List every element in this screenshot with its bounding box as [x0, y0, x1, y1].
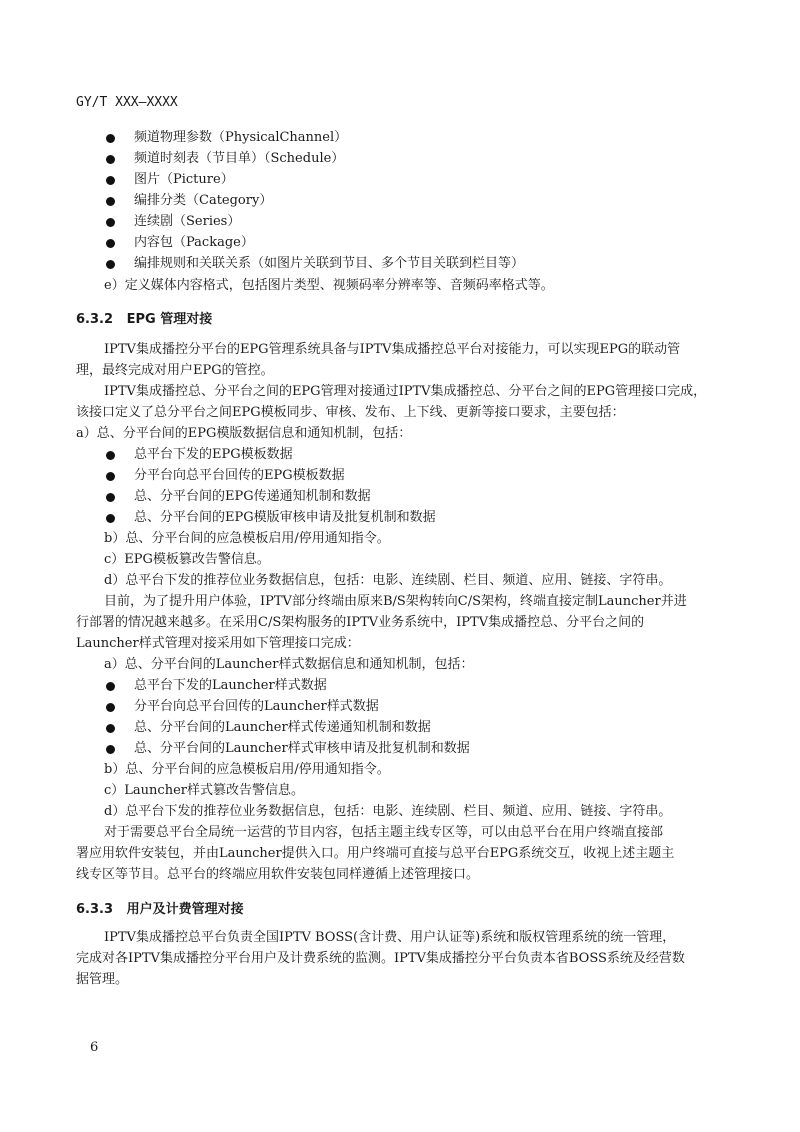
bullet-icon: [106, 197, 115, 206]
list-item-c: c）Launcher样式篡改告警信息。: [104, 783, 304, 798]
list-item: 总、分平台间的EPG模版审核申请及批复机制和数据: [134, 510, 436, 525]
bullet-icon: [106, 724, 115, 733]
section-number: 6.3.3: [76, 902, 114, 917]
list-item-a: a）总、分平台间的EPG模版数据信息和通知机制，包括：: [76, 426, 412, 441]
bullet-icon: [106, 703, 115, 712]
bullet-icon: [106, 451, 115, 460]
list-item: 总平台下发的EPG模板数据: [134, 447, 293, 462]
list-item: 编排规则和关联关系（如图片关联到节目、多个节目关联到栏目等）: [134, 256, 525, 271]
paragraph-line: IPTV集成播控分平台的EPG管理系统具备与IPTV集成播控总平台对接能力，可以实现EPG的联动管: [104, 342, 681, 357]
bullet-icon: [106, 472, 115, 481]
list-item: 总、分平台间的EPG传递通知机制和数据: [134, 489, 371, 504]
section-number: 6.3.2: [76, 312, 114, 327]
list-item: 编排分类（Category）: [134, 193, 273, 208]
bullet-icon: [106, 514, 115, 523]
list-item: 总、分平台间的Launcher样式审核申请及批复机制和数据: [134, 741, 470, 756]
list-item: 频道时刻表（节目单）（Schedule）: [134, 151, 345, 166]
document-code: GY/T XXX—XXXX: [76, 95, 178, 110]
bullet-icon: [106, 176, 115, 185]
paragraph-line: 该接口定义了总分平台之间EPG模板同步、审核、发布、上下线、更新等接口要求，主要包括：: [76, 405, 625, 420]
list-item: 内容包（Package）: [134, 235, 254, 250]
bullet-icon: [106, 260, 115, 269]
paragraph-line: 据管理。: [76, 972, 129, 987]
list-item-a: a）总、分平台间的Launcher样式数据信息和通知机制，包括：: [104, 657, 474, 672]
page-number: 6: [90, 1040, 99, 1055]
list-item: 分平台向总平台回传的EPG模板数据: [134, 468, 345, 483]
paragraph-line: 完成对各IPTV集成播控分平台用户及计费系统的监测。IPTV集成播控分平台负责本省BOSS系统及经营数: [76, 951, 685, 966]
bullet-icon: [106, 155, 115, 164]
paragraph-line: IPTV集成播控总、分平台之间的EPG管理对接通过IPTV集成播控总、分平台之间的EPG管理接口完成，: [104, 384, 707, 399]
paragraph-line: Launcher样式管理对接采用如下管理接口完成：: [76, 636, 360, 651]
section-title: EPG 管理对接: [126, 312, 213, 327]
list-item: 频道物理参数（PhysicalChannel）: [134, 130, 348, 145]
section-title: 用户及计费管理对接: [126, 902, 244, 917]
item-e: e）定义媒体内容格式，包括图片类型、视频码率分辨率等、音频码率格式等。: [104, 278, 554, 293]
bullet-icon: [106, 745, 115, 754]
paragraph-line: 行部署的情况越来越多。在采用C/S架构服务的IPTV业务系统中，IPTV集成播控总、分平台之间的: [76, 615, 645, 630]
list-item: 图片（Picture）: [134, 172, 234, 187]
list-item-c: c）EPG模板篡改告警信息。: [104, 552, 270, 567]
paragraph-line: 署应用软件安装包，并由Launcher提供入口。用户终端可直接与总平台EPG系统交互，收视上述主题主: [76, 846, 675, 861]
bullet-icon: [106, 682, 115, 691]
paragraph-line: IPTV集成播控总平台负责全国IPTV BOSS(含计费、用户认证等)系统和版权管理系统的统一管理，: [104, 930, 676, 945]
section-heading-6-3-3: [76, 898, 244, 917]
bullet-icon: [106, 134, 115, 143]
list-item-d: d）总平台下发的推荐位业务数据信息，包括：电影、连续剧、栏目、频道、应用、链接、字符串。: [104, 804, 672, 819]
list-item-b: b）总、分平台间的应急模板启用/停用通知指令。: [104, 531, 390, 546]
bullet-icon: [106, 493, 115, 502]
section-heading-6-3-2: [76, 308, 212, 327]
paragraph-line: 目前，为了提升用户体验，IPTV部分终端由原来B/S架构转向C/S架构，终端直接定制Launcher并进: [104, 594, 687, 609]
list-item: 分平台向总平台回传的Launcher样式数据: [134, 699, 379, 714]
list-item: 总平台下发的Launcher样式数据: [134, 678, 327, 693]
list-item-d: d）总平台下发的推荐位业务数据信息，包括：电影、连续剧、栏目、频道、应用、链接、字符串。: [104, 573, 672, 588]
list-item-b: b）总、分平台间的应急模板启用/停用通知指令。: [104, 762, 390, 777]
paragraph-line: 理，最终完成对用户EPG的管控。: [76, 363, 274, 378]
bullet-icon: [106, 239, 115, 248]
paragraph-line: 线专区等节目。总平台的终端应用软件安装包同样遵循上述管理接口。: [76, 867, 480, 882]
list-item: 总、分平台间的Launcher样式传递通知机制和数据: [134, 720, 431, 735]
bullet-icon: [106, 218, 115, 227]
list-item: 连续剧（Series）: [134, 214, 241, 229]
paragraph-line: 对于需要总平台全局统一运营的节目内容，包括主题主线专区等，可以由总平台在用户终端直接部: [104, 825, 664, 840]
